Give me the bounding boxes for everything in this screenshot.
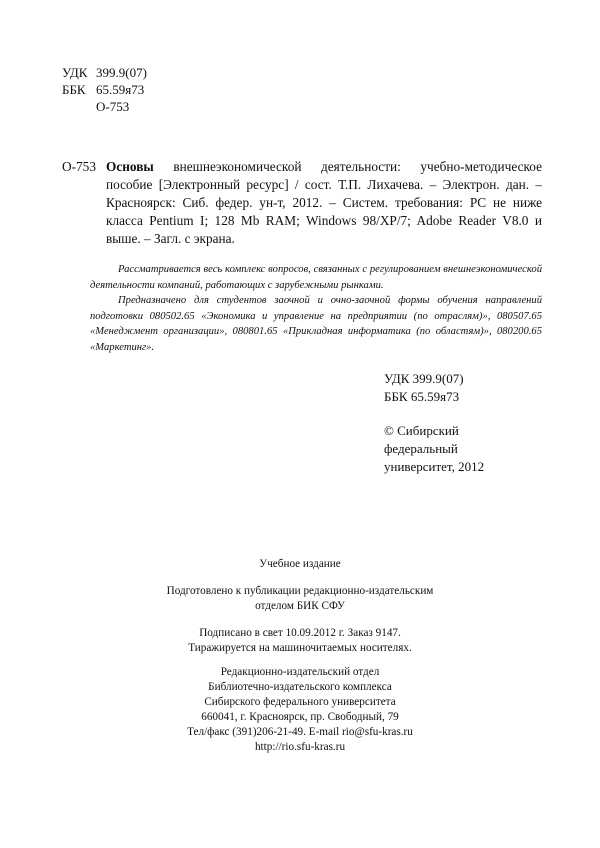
author-code: О-753 (96, 99, 130, 114)
bibliographic-entry (62, 158, 542, 248)
entry-title: Основы (106, 159, 154, 174)
entry-code: О-753 (62, 159, 96, 174)
annotation-paragraph: Предназначено для студентов заочной и очно-заочной формы обучения направлений подготовки 080502.65 «Экономика и управление на предприятии (по отраслям)», 080507.65 «Менеджмент организации», 080801.65 «Прикладная информатика (по областям)», 080200.65 «Маркетинг». (90, 295, 542, 353)
prepared-line: Подготовлено к публикации редакционно-издательским (166, 585, 434, 597)
udk-row (62, 64, 147, 81)
udk-code: УДК 399.9(07) (384, 371, 464, 386)
publisher-address: 660041, г. Красноярск, пр. Свободный, 79 (201, 711, 399, 723)
annotation-paragraph: Рассматривается весь комплекс вопросов, связанных с регулированием внешнеэкономической деятельности компаний, работающих с зарубежными рынками. (90, 264, 542, 291)
bbk-label: ББК (62, 82, 86, 97)
publisher-dept: Редакционно-издательский отдел (220, 666, 380, 678)
entry-text (106, 158, 542, 248)
bbk-value: 65.59я73 (96, 82, 145, 97)
classification-block (384, 370, 464, 406)
copyright-notice: © Сибирский федеральный университет, 2012 (384, 423, 485, 474)
publisher-phone: Тел/факс (391)206-21-49. E-mail rio@sfu-kras.ru (187, 726, 413, 738)
prepared-line: отделом БИК СФУ (255, 600, 345, 612)
udk-label: УДК (62, 65, 88, 80)
publisher-university: Сибирского федерального университета (204, 696, 396, 708)
publisher-complex: Библиотечно-издательского комплекса (208, 681, 392, 693)
signed-date: Подписано в свет 10.09.2012 г. Заказ 9147. (199, 627, 401, 639)
bbk-row (62, 81, 147, 98)
classification-header (62, 64, 147, 115)
publisher-info (130, 665, 470, 755)
edition-type-label: Учебное издание (259, 558, 341, 570)
replication-note: Тиражируется на машиночитаемых носителях. (188, 642, 412, 654)
prepared-by (130, 584, 470, 614)
entry-description: внешнеэкономической деятельности: учебно-методическое пособие [Электронный ресурс] / сост. Т.П. Лихачева. – Электрон. дан. – Красноярск: Сиб. федер. ун-т, 2012. – Систем. требования: PC не ниже класса Pentium I; 128 Mb RAM; Windows 98/XP/7; Adobe Reader V8.0 и выше. – Загл. с экрана. (106, 159, 542, 246)
udk-value: 399.9(07) (96, 65, 147, 80)
publication-info (130, 626, 470, 656)
publisher-url: http://rio.sfu-kras.ru (254, 741, 346, 753)
edition-type (130, 557, 470, 572)
bbk-code: ББК 65.59я73 (384, 389, 460, 404)
annotation (90, 262, 542, 355)
